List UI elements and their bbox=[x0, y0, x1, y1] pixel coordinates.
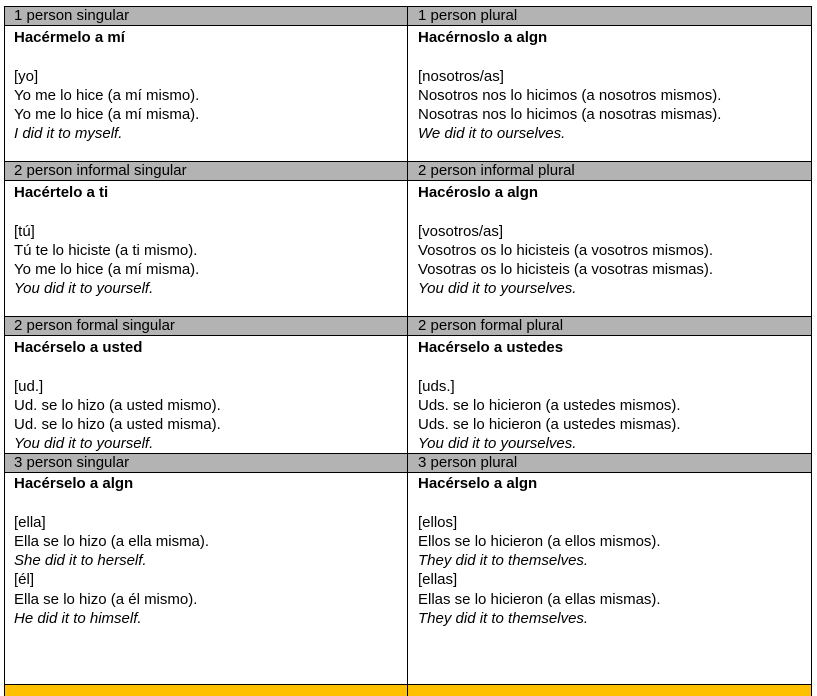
cell-1-person-plural bbox=[418, 28, 721, 144]
cell-translation: She did it to herself. bbox=[14, 552, 147, 570]
cell-1-person-singular bbox=[14, 28, 199, 144]
cell-line: Uds. se lo hicieron (a ustedes mismos). bbox=[418, 396, 681, 414]
cell-line: Yo me lo hice (a mí misma). bbox=[14, 106, 200, 124]
header-label: 3 person plural bbox=[418, 454, 518, 471]
cell-line: [nosotros/as] bbox=[418, 67, 504, 85]
cell-line: Ella se lo hizo (a ella misma). bbox=[14, 532, 210, 550]
cell-line: [ellas] bbox=[418, 571, 458, 589]
bottom-highlight-bar bbox=[4, 685, 812, 696]
table-border bbox=[4, 161, 812, 162]
cell-2-person-informal-singular bbox=[14, 183, 199, 299]
header-label: 1 person plural bbox=[418, 7, 518, 24]
cell-title: Hacérselo a usted bbox=[14, 339, 143, 356]
header-3-person-plural bbox=[408, 453, 812, 472]
header-2-person-formal-singular bbox=[4, 316, 407, 335]
header-label: 1 person singular bbox=[14, 7, 130, 24]
table-border bbox=[4, 25, 812, 26]
cell-line: [yo] bbox=[14, 67, 39, 85]
conjugation-table bbox=[4, 6, 812, 696]
cell-line: Nosotras nos lo hicimos (a nosotras mismas). bbox=[418, 106, 722, 124]
cell-translation: He did it to himself. bbox=[14, 610, 142, 628]
cell-line bbox=[14, 47, 199, 66]
cell-translation: I did it to myself. bbox=[14, 125, 123, 143]
cell-line: Nosotros nos lo hicimos (a nosotros mismos). bbox=[418, 86, 722, 104]
cell-line: Vosotros os lo hicisteis (a vosotros mismos). bbox=[418, 241, 714, 259]
table-border bbox=[811, 6, 812, 696]
cell-line: [él] bbox=[14, 571, 35, 589]
header-label: 2 person formal singular bbox=[14, 317, 175, 334]
cell-line: [vosotros/as] bbox=[418, 222, 504, 240]
table-border bbox=[407, 6, 408, 696]
cell-line bbox=[418, 357, 681, 376]
table-border bbox=[4, 684, 812, 685]
header-3-person-singular bbox=[4, 453, 407, 472]
cell-title: Hacéroslo a algn bbox=[418, 184, 539, 201]
table-border bbox=[4, 316, 812, 317]
cell-line: [ella] bbox=[14, 513, 46, 531]
cell-line: [uds.] bbox=[418, 377, 455, 395]
header-2-person-formal-plural bbox=[408, 316, 812, 335]
cell-translation: They did it to themselves. bbox=[418, 610, 589, 628]
header-2-person-informal-singular bbox=[4, 161, 407, 180]
cell-2-person-informal-plural bbox=[418, 183, 713, 299]
cell-translation: You did it to yourselves. bbox=[418, 280, 577, 298]
cell-line: Yo me lo hice (a mí mismo). bbox=[14, 86, 200, 104]
table-border bbox=[4, 335, 812, 336]
cell-title: Hacérmelo a mí bbox=[14, 29, 125, 46]
cell-translation: We did it to ourselves. bbox=[418, 125, 566, 143]
cell-line: Ud. se lo hizo (a usted mismo). bbox=[14, 396, 221, 414]
cell-line bbox=[418, 47, 721, 66]
cell-line bbox=[14, 202, 199, 221]
cell-2-person-formal-plural bbox=[418, 338, 681, 454]
table-border bbox=[4, 6, 812, 7]
table-border bbox=[4, 472, 812, 473]
cell-line: Ellas se lo hicieron (a ellas mismas). bbox=[418, 590, 661, 608]
cell-title: Hacérnoslo a algn bbox=[418, 29, 548, 46]
cell-2-person-formal-singular bbox=[14, 338, 221, 454]
cell-line: Tú te lo hiciste (a ti mismo). bbox=[14, 241, 198, 259]
cell-line: [tú] bbox=[14, 222, 35, 240]
cell-line bbox=[14, 357, 221, 376]
cell-line: Ud. se lo hizo (a usted misma). bbox=[14, 416, 221, 434]
table-border bbox=[4, 180, 812, 181]
cell-line: Uds. se lo hicieron (a ustedes mismas). bbox=[418, 416, 681, 434]
header-label: 3 person singular bbox=[14, 454, 130, 471]
cell-line: [ellos] bbox=[418, 513, 458, 531]
cell-line bbox=[418, 202, 713, 221]
cell-line: Vosotras os lo hicisteis (a vosotras mismas). bbox=[418, 261, 714, 279]
cell-title: Hacérselo a algn bbox=[418, 475, 538, 492]
cell-line: Ellos se lo hicieron (a ellos mismos). bbox=[418, 532, 661, 550]
header-2-person-informal-plural bbox=[408, 161, 812, 180]
cell-translation: You did it to yourselves. bbox=[418, 435, 577, 453]
header-label: 2 person informal plural bbox=[418, 162, 575, 179]
header-1-person-plural bbox=[408, 6, 812, 25]
cell-title: Hacérselo a ustedes bbox=[418, 339, 564, 356]
table-border bbox=[4, 453, 812, 454]
cell-line: Ella se lo hizo (a él mismo). bbox=[14, 590, 198, 608]
cell-line bbox=[14, 493, 209, 512]
cell-translation: You did it to yourself. bbox=[14, 280, 154, 298]
cell-line: [ud.] bbox=[14, 377, 44, 395]
header-label: 2 person informal singular bbox=[14, 162, 187, 179]
table-border bbox=[4, 6, 5, 696]
cell-3-person-singular bbox=[14, 474, 209, 628]
header-label: 2 person formal plural bbox=[418, 317, 564, 334]
cell-translation: You did it to yourself. bbox=[14, 435, 154, 453]
cell-translation: They did it to themselves. bbox=[418, 552, 589, 570]
cell-title: Hacértelo a ti bbox=[14, 184, 109, 201]
header-1-person-singular bbox=[4, 6, 407, 25]
cell-3-person-plural bbox=[418, 474, 661, 628]
cell-line: Yo me lo hice (a mí misma). bbox=[14, 261, 200, 279]
cell-line bbox=[418, 493, 661, 512]
cell-title: Hacérselo a algn bbox=[14, 475, 134, 492]
